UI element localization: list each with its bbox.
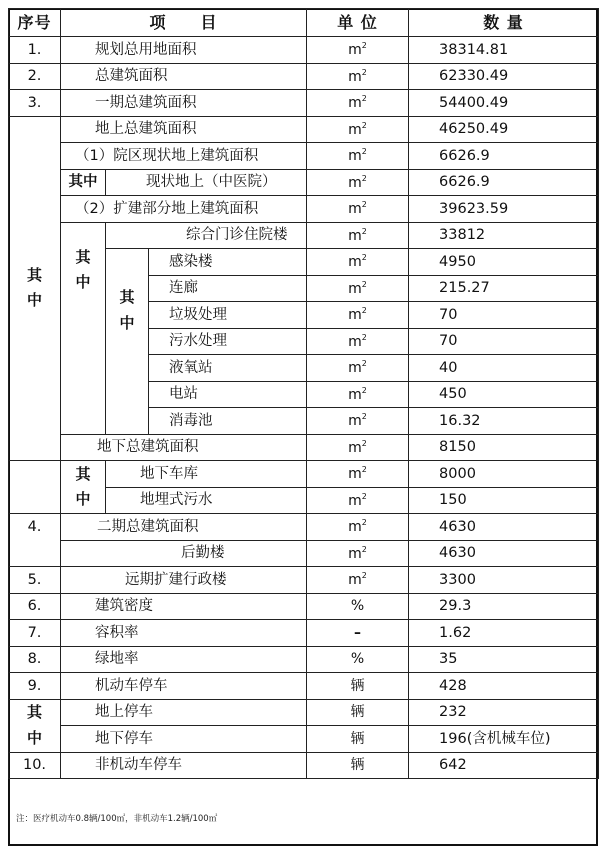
row-item: 地上总建筑面积 (61, 116, 307, 143)
row-seq: 8. (9, 646, 61, 673)
table-row (9, 673, 599, 700)
row-unit: $m^2$ (307, 196, 409, 223)
row-value: 4630 (409, 540, 599, 567)
row-seq: 9. (9, 673, 61, 700)
footnote: 注：医疗机动车0.8辆/100㎡，非机动车1.2辆/100㎡ (16, 814, 218, 824)
row-item: 容积率 (61, 620, 307, 647)
row-item: （2）扩建部分地上建筑面积 (61, 196, 307, 223)
row-value: 4630 (409, 514, 599, 541)
group-label-zhong (9, 116, 61, 461)
label-char: 其 (119, 288, 135, 306)
row-unit: $m^2$ (307, 249, 409, 276)
table-row (9, 143, 599, 170)
row-item: 地下停车 (61, 726, 307, 753)
row-item: 感染楼 (149, 249, 307, 276)
header-row (9, 9, 599, 37)
row-item: 一期总建筑面积 (61, 90, 307, 117)
row-item: 地埋式污水 (106, 487, 307, 514)
row-unit: $m^2$ (307, 63, 409, 90)
row-unit: $m^2$ (307, 302, 409, 329)
table-row (9, 222, 599, 249)
row-unit: – (307, 620, 409, 647)
table-row (9, 169, 599, 196)
table-row (9, 567, 599, 594)
row-unit: 辆 (307, 699, 409, 726)
row-item: 现状地上（中医院） (106, 169, 307, 196)
row-item: 综合门诊住院楼 (106, 222, 307, 249)
row-unit: 辆 (307, 752, 409, 779)
row-item: 地上停车 (61, 699, 307, 726)
row-value: 1.62 (409, 620, 599, 647)
table-row (9, 63, 599, 90)
row-item: 后勤楼 (61, 540, 307, 567)
row-value: 215.27 (409, 275, 599, 302)
table-row (9, 540, 599, 567)
table-row (9, 593, 599, 620)
row-value: 33812 (409, 222, 599, 249)
row-item: 绿地率 (61, 646, 307, 673)
table-row (9, 37, 599, 64)
row-item: （1）院区现状地上建筑面积 (61, 143, 307, 170)
table-row (9, 196, 599, 223)
row-unit: $m^2$ (307, 381, 409, 408)
row-unit: $m^2$ (307, 169, 409, 196)
row-unit: 辆 (307, 726, 409, 753)
table-row (9, 646, 599, 673)
row-seq: 5. (9, 567, 61, 594)
row-value: 35 (409, 646, 599, 673)
row-unit: $m^2$ (307, 328, 409, 355)
row-unit: $m^2$ (307, 540, 409, 567)
group-label-zhong (9, 699, 61, 752)
row-unit: $m^2$ (307, 275, 409, 302)
row-seq: 1. (9, 37, 61, 64)
row-unit: $m^2$ (307, 90, 409, 117)
row-item: 地下总建筑面积 (61, 434, 307, 461)
row-value: 6626.9 (409, 143, 599, 170)
row-item: 总建筑面积 (61, 63, 307, 90)
row-unit: $m^2$ (307, 514, 409, 541)
table-row (9, 726, 599, 753)
row-value: 40 (409, 355, 599, 382)
label-char: 其 (75, 247, 91, 266)
row-item: 污水处理 (149, 328, 307, 355)
row-value: 16.32 (409, 408, 599, 435)
row-item: 垃圾处理 (149, 302, 307, 329)
row-item: 液氧站 (149, 355, 307, 382)
blank-cell (9, 461, 61, 514)
row-value: 450 (409, 381, 599, 408)
row-value: 232 (409, 699, 599, 726)
row-value: 6626.9 (409, 169, 599, 196)
header-unit: 单 位 (307, 9, 409, 37)
row-unit: $m^2$ (307, 222, 409, 249)
label-char: 中 (26, 728, 42, 747)
row-item: 连廊 (149, 275, 307, 302)
table-row (9, 90, 599, 117)
row-unit: % (307, 593, 409, 620)
row-value: 29.3 (409, 593, 599, 620)
row-unit: $m^2$ (307, 143, 409, 170)
row-unit: $m^2$ (307, 408, 409, 435)
row-value: 70 (409, 328, 599, 355)
row-unit: $m^2$ (307, 355, 409, 382)
row-unit: $m^2$ (307, 461, 409, 488)
row-value: 150 (409, 487, 599, 514)
row-value: 196(含机械车位) (409, 726, 599, 753)
row-value: 54400.49 (409, 90, 599, 117)
header-quantity: 数 量 (409, 9, 599, 37)
row-item: 二期总建筑面积 (61, 514, 307, 541)
label-zhong-inline: 其中 (61, 169, 106, 196)
row-value: 3300 (409, 567, 599, 594)
row-seq: 6. (9, 593, 61, 620)
row-unit: % (307, 646, 409, 673)
label-char: 中 (119, 313, 135, 332)
label-char: 中 (75, 490, 91, 508)
row-unit: $m^2$ (307, 116, 409, 143)
row-value: 70 (409, 302, 599, 329)
row-value: 62330.49 (409, 63, 599, 90)
table-row (9, 752, 599, 779)
label-char: 其 (26, 703, 42, 721)
blank-cell (9, 540, 61, 567)
row-item: 远期扩建行政楼 (61, 567, 307, 594)
table-row (9, 461, 599, 488)
label-char: 其 (26, 265, 42, 284)
group-label-zhong (61, 461, 106, 514)
row-value: 39623.59 (409, 196, 599, 223)
row-value: 428 (409, 673, 599, 700)
table-row (9, 116, 599, 143)
header-item: 项 目 (61, 9, 307, 37)
table-row (9, 699, 599, 726)
table-row (9, 514, 599, 541)
row-item: 机动车停车 (61, 673, 307, 700)
row-value: 642 (409, 752, 599, 779)
row-unit: $m^2$ (307, 434, 409, 461)
row-value: 4950 (409, 249, 599, 276)
label-char: 中 (75, 273, 91, 291)
technical-indicators-table (8, 8, 599, 779)
row-seq: 3. (9, 90, 61, 117)
row-value: 8000 (409, 461, 599, 488)
group-label-zhong (61, 222, 106, 434)
row-item: 非机动车停车 (61, 752, 307, 779)
row-item: 建筑密度 (61, 593, 307, 620)
row-item: 电站 (149, 381, 307, 408)
row-unit: $m^2$ (307, 487, 409, 514)
row-seq: 2. (9, 63, 61, 90)
row-unit: $m^2$ (307, 37, 409, 64)
row-seq: 7. (9, 620, 61, 647)
row-value: 46250.49 (409, 116, 599, 143)
group-label-zhong (106, 249, 149, 435)
row-item: 地下车库 (106, 461, 307, 488)
table-row (9, 434, 599, 461)
row-seq: 4. (9, 514, 61, 541)
row-unit: $m^2$ (307, 567, 409, 594)
row-item: 消毒池 (149, 408, 307, 435)
row-value: 38314.81 (409, 37, 599, 64)
label-char: 其 (75, 464, 91, 483)
label-char: 中 (26, 291, 42, 310)
row-item: 规划总用地面积 (61, 37, 307, 64)
table-row (9, 620, 599, 647)
row-unit: 辆 (307, 673, 409, 700)
header-seq: 序号 (9, 9, 61, 37)
row-value: 8150 (409, 434, 599, 461)
row-seq: 10. (9, 752, 61, 779)
